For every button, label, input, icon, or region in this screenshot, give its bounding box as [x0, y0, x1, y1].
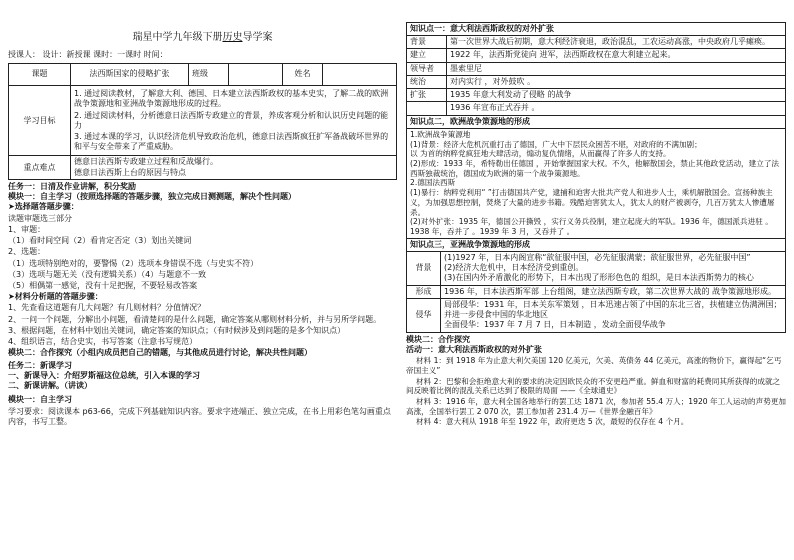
class-value[interactable]	[229, 64, 283, 86]
mat-step3: 3、根据问题，在材料中划出关键词，确定答案的知识点；（有时候涉及到问题的是多个知识点）	[8, 325, 346, 335]
topic-label: 课题	[9, 64, 71, 86]
step2b: （3）选项与题无关（没有逻辑关系）（4）与题意不一致	[8, 269, 207, 279]
step1a: （1）看时间空间（2）看肯定否定（3）划出关键词	[8, 236, 192, 246]
kp2-line: 2.德国法西斯	[410, 178, 456, 188]
key-cell	[71, 156, 397, 179]
info-table	[8, 63, 397, 180]
intro-line: 一、新课导入：介绍罗斯福这位总统，引入本课的学习	[8, 370, 200, 380]
arrow-icon: ➤	[8, 202, 15, 212]
kp3-table	[406, 239, 786, 333]
kp3-row-label: 侵华	[407, 298, 441, 332]
kp3-row-text: 1936 年，日本法西斯军部 上台组阁，建立法西斯专政，第二次世界大战的 战争策源地形成。	[441, 285, 786, 298]
kp2-line: (1)背景：经济大危机沉重打击了德国，广大中下层民众困苦不堪，对政府的不满加剧；	[410, 139, 702, 149]
steps-sub: 读题审题选三部分	[8, 213, 72, 223]
steps-heading-text: 选择题答题步骤：	[14, 202, 79, 212]
module1-heading: 模块一：自主学习（按照选择题的答题步骤，独立完成日测测题，解决个性问题）	[8, 192, 296, 202]
title-type: 导学案	[242, 32, 273, 43]
kp1-row-label: 领导者	[407, 62, 447, 75]
topic-value: 法西斯国家的侵略扩张	[71, 64, 189, 86]
right-column	[406, 22, 786, 428]
kp1-row-text: 1922 年，法西斯党徒向 进军，法西斯政权在意大利建立起来。	[447, 49, 786, 62]
kp1-row-label: 背景	[407, 36, 447, 49]
kp1-row-text: 1936 年宣布正式吞并 。	[447, 102, 786, 115]
material-4: 材料 4：意大利从 1918 年至 1922 年，政府更迭 5 次，最短的仅存在 4 个月。	[416, 417, 689, 427]
kp1-heading: 知识点一：意大利法西斯政权的对外扩张	[407, 23, 786, 36]
task2-heading: 任务二：新课学习	[8, 360, 72, 370]
step2c: （5）相偶第一感觉，没有十足把握，不要轻易改答案	[8, 281, 198, 291]
kp2-line: (2)对外扩张：1935 年，德国公开撕毁 ，实行义务兵役制，建立起庞大的军队。1936 年，德国派兵进驻 。1938 年，吞并了 。1939 年 3 月，又吞并了 。	[410, 217, 773, 237]
step1: 1、审题：	[8, 224, 46, 234]
kp2-box	[406, 128, 786, 239]
kp3-row-label: 背景	[407, 252, 441, 286]
steps-heading	[8, 202, 397, 212]
key-label: 重点难点	[9, 156, 71, 179]
step2: 2、选题：	[8, 247, 46, 257]
key-2: 德意日法西斯上台的原因与特点	[74, 167, 186, 177]
left-column	[8, 22, 397, 428]
kp1-row-text: 1935 年意大利发动了侵略 的战争	[447, 89, 786, 102]
class-label: 班级	[189, 64, 229, 86]
kp2-line: 以 为首的纳粹党疯狂地大肆活动，煽动复仇情绪，从而赢得了许多人的支持。	[410, 149, 671, 159]
title-school: 瑞星中学九年级下册	[132, 32, 223, 43]
kp3-row-text: (1)1927 年，日本内阁宣称“欲征服中国，必先征服满蒙；欲征服世界，必先征服中国” (2)经济大危机中，日本经济受到重创。 (3)在国内外矛盾激化的形势下，日本出现了形形色色的 组织，是日本法西斯势力的核心	[441, 252, 786, 286]
goals-label: 学习目标	[9, 86, 71, 156]
task1-heading: 任务一：日清及作业讲解，积分奖励	[8, 181, 136, 191]
name-value[interactable]	[323, 64, 397, 86]
kp1-row-label: 扩张	[407, 89, 447, 102]
material-2: 材料 2：巴黎和会拒绝意大利的要求的决定因欧民众的不安更趋严重。鲜血和财富的耗费同其所获得的成就之间反映着比例的混乱关系已达到了极限的局面 ——《全球通史》	[406, 376, 781, 396]
goals-cell	[71, 86, 397, 156]
arrow-icon: ➤	[8, 292, 15, 302]
activity1-heading: 活动一：意大利法西斯政权的对外扩张	[406, 344, 542, 354]
mat-step4: 4、组织语言，结合史实，书写答案（注意书写规范）	[8, 337, 198, 347]
key-1: 德意日法西斯专政建立过程和反战爆行。	[74, 157, 218, 167]
page-title	[8, 32, 397, 45]
meta-line: 授课人： 设计：新授课 课时：一课时 时间：	[8, 49, 168, 59]
kp2-line: 1.欧洲战争策源地	[410, 129, 471, 139]
self-study-text: 学习要求：阅读课本 p63-66，完成下列基础知识内容。要求字迹端正、独立完成，在书上用彩色笔勾画重点内容，书写工整。	[8, 406, 391, 426]
mat-step2: 2、一问一个问题，分解出小问题，看清楚问的是什么问题，确定答案从哪则材料分析，并与另所学问题。	[8, 314, 382, 324]
kp3-row-label: 形成	[407, 285, 441, 298]
self-study-heading: 模块一：自主学习	[8, 395, 72, 405]
kp3-row-text: 局部侵华：1931 年，日本关东军策划 ，日本迅速占领了中国的东北三省，扶植建立伪满洲国；并进一步侵食中国的华北地区 全面侵华：1937 年 7 月 7 日，日本制造 ，发动全面侵华战争	[441, 298, 786, 332]
kp1-row-text: 墨索里尼	[447, 62, 786, 75]
goal-2: 2. 通过阅读材料，分析德意日法西斯专政建立的背景，养成客观分析和认识历史问题的能力	[74, 110, 389, 130]
module2-heading: 模块二：合作探究（小组内成员把自己的错题，与其他成员进行讨论，解决共性问题）	[8, 348, 312, 358]
kp1-row-label: 建立	[407, 49, 447, 62]
goal-1: 1. 通过阅读教材，了解意大利、德国、日本建立法西斯政权的基本史实，了解二战的欧洲战争策源地和亚洲战争策源地形成的过程。	[74, 89, 389, 109]
kp1-row-label: 统治	[407, 75, 447, 88]
title-subject: 历史	[222, 32, 243, 43]
kp1-table	[406, 22, 786, 116]
name-label: 姓名	[283, 64, 323, 86]
kp1-row-text: 对内实行 ，对外鼓吹 。	[447, 75, 786, 88]
kp2-line: (1)暴行：纳粹党利用“ ”打击德国共产党，逮捕和迫害大批共产党人和进步人士，乘机解散国会。宣扬种族主义，为加强思想控制，焚烧了大量的进步书籍。残酷迫害犹太人，犹太人的财产被剥夺，几百万犹太人惨遭屠杀。	[410, 188, 775, 217]
kp1-row-label	[407, 102, 447, 115]
mat-step1: 1、先查看这道题有几大问题？有几则材料？分值情况？	[8, 303, 206, 313]
material-1: 材料 1：到 1918 年为止意大利欠美国 120 亿美元，欠美、英债务 44 亿美元，高涨的物价下，赢得起“乞丐帝国主义”	[406, 356, 782, 375]
module2-right-heading: 模块二：合作探究	[406, 334, 470, 344]
kp3-heading: 知识点三，亚洲战争策源地的形成	[407, 239, 786, 252]
goal-3: 3. 通过本课的学习，认识经济危机导致政治危机，德意日法西斯疯狂扩军备战破坏世界的和平与安全带来了严重威胁。	[74, 131, 389, 152]
mat-heading-text: 材料分析题的答题步骤：	[14, 292, 103, 302]
new-lesson-line: 二、新课讲解。（讲读）	[8, 381, 92, 391]
kp2-line: (2)形成：1933 年，希特勒出任德国 ，开始掌握国家大权。不久，他解散国会，禁止其他政党活动，建立了法西斯独裁统治，德国成为欧洲的第一个战争策源地。	[410, 159, 780, 178]
kp2-heading: 知识点二，欧洲战争策源地的形成	[406, 116, 786, 128]
mat-heading	[8, 292, 397, 302]
kp1-row-text: 第一次世界大战后初期，意大利经济衰退，政治混乱，工农运动高涨，中央政府几乎瘫痪。	[447, 36, 786, 49]
material-3: 材料 3：1916 年，意大利全国各地举行的罢工达 1871 次，参加者 55.4 万人；1920 年工人运动的声势更加高涨，全国举行罢工 2 070 次，罢工参加者 231.4 万—《世界金融百年》	[406, 397, 786, 416]
step2a: （1）选项特别绝对的，要警惕（2）选项本身错误不选（与史实不符）	[8, 258, 259, 268]
